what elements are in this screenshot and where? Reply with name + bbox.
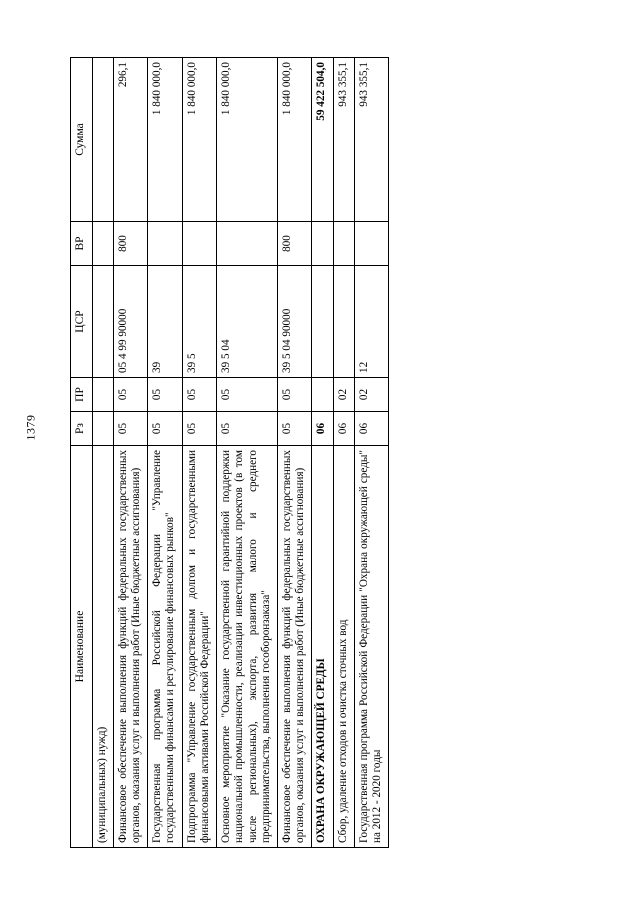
row-sum [92,57,113,221]
row-pr: 05 [148,377,182,411]
rotated-table-wrapper [70,58,570,848]
column-header-vr: ВР [71,221,93,265]
row-name: Финансовое обеспечение выполнения функций федеральных государственных органов, оказания услуг и выполнения работ (Иные бюджетные ассигнования) [277,445,311,847]
row-name: ОХРАНА ОКРУЖАЮЩЕЙ СРЕДЫ [312,445,333,847]
row-csr: 39 [148,265,182,377]
page-number: 1379 [23,414,38,441]
column-header-sum: Сумма [71,57,93,221]
table-row [354,57,388,847]
column-header-rz: Рз [71,411,93,445]
row-pr [312,377,333,411]
row-rz: 06 [354,411,388,445]
table-row [277,57,311,847]
row-pr: 05 [113,377,147,411]
row-name: (муниципальных) нужд) [92,445,113,847]
table-row [92,57,113,847]
row-pr: 05 [217,377,278,411]
table-row [182,57,216,847]
row-csr: 39 5 04 90000 [277,265,311,377]
row-vr [148,221,182,265]
table-row [113,57,147,847]
column-header-name: Наименование [71,445,93,847]
row-vr [182,221,216,265]
row-sum: 1 840 000,0 [277,57,311,221]
row-vr [92,221,113,265]
row-sum: 59 422 504,0 [312,57,333,221]
row-csr [312,265,333,377]
table-row [333,57,354,847]
row-sum: 1 840 000,0 [217,57,278,221]
row-csr [92,265,113,377]
row-vr: 800 [277,221,311,265]
row-pr: 02 [333,377,354,411]
row-vr [354,221,388,265]
table-row [148,57,182,847]
row-sum: 296,1 [113,57,147,221]
table-header-row [71,57,93,847]
row-sum: 1 840 000,0 [182,57,216,221]
row-vr: 800 [113,221,147,265]
row-csr: 39 5 [182,265,216,377]
row-vr [312,221,333,265]
budget-table [70,57,389,848]
row-csr: 05 4 99 90000 [113,265,147,377]
row-vr [217,221,278,265]
row-sum: 1 840 000,0 [148,57,182,221]
row-sum: 943 355,1 [354,57,388,221]
row-name: Государственная программа Российской Федерации "Управление государственными финансами и регулирование финансовых рынков" [148,445,182,847]
row-rz [92,411,113,445]
column-header-pr: ПР [71,377,93,411]
row-vr [333,221,354,265]
row-rz: 05 [277,411,311,445]
row-name: Подпрограмма "Управление государственным долгом и государственными финансовыми активами Российской Федерации" [182,445,216,847]
row-name: Государственная программа Российской Федерации "Охрана окружающей среды" на 2012 - 2020 годы [354,445,388,847]
row-pr: 05 [182,377,216,411]
row-name: Основное мероприятие "Оказание государственной гарантийной поддержки национальной промышленности, реализации инвестиционных проектов (в том числе региональных), экспорта, развития малого и среднего предпринимательства, выполнения гособоронзаказа" [217,445,278,847]
row-rz: 05 [148,411,182,445]
table-row [312,57,333,847]
row-rz: 05 [217,411,278,445]
row-name: Финансовое обеспечение выполнения функций федеральных государственных органов, оказания услуг и выполнения работ (Иные бюджетные ассигнования) [113,445,147,847]
row-pr: 05 [277,377,311,411]
row-rz: 05 [182,411,216,445]
row-pr [92,377,113,411]
row-rz: 06 [312,411,333,445]
row-pr: 02 [354,377,388,411]
row-csr: 12 [354,265,388,377]
row-rz: 06 [333,411,354,445]
table-row [217,57,278,847]
row-name: Сбор, удаление отходов и очистка сточных вод [333,445,354,847]
column-header-csr: ЦСР [71,265,93,377]
row-csr: 39 5 04 [217,265,278,377]
row-rz: 05 [113,411,147,445]
row-csr [333,265,354,377]
row-sum: 943 355,1 [333,57,354,221]
